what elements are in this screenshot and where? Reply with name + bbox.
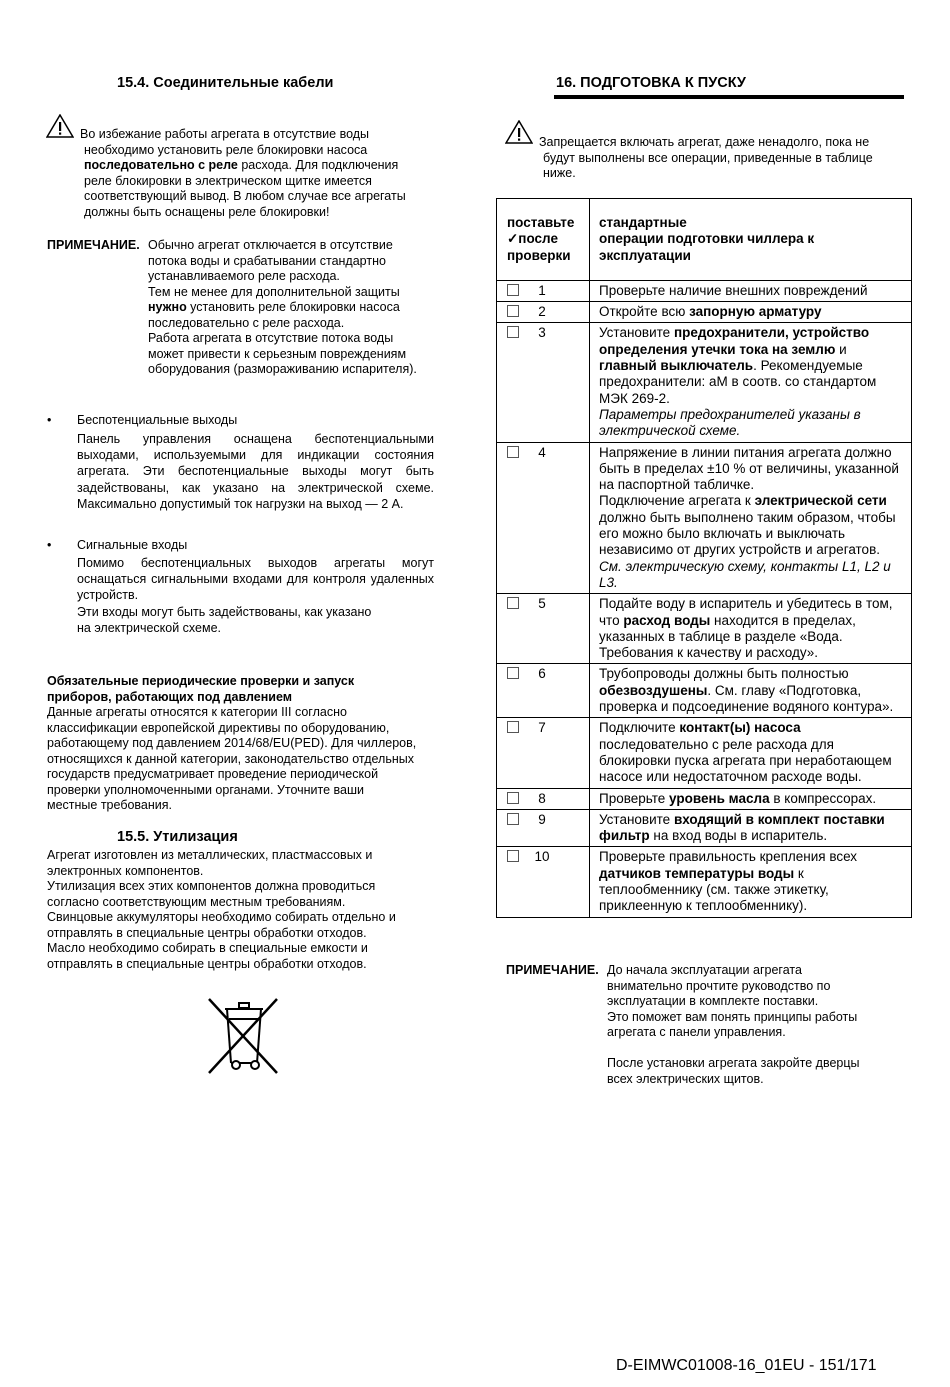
checkbox-icon[interactable] bbox=[507, 305, 519, 317]
pressure-title: Обязательные периодические проверки и запуск приборов, работающих под давлением bbox=[47, 674, 355, 704]
check-cell bbox=[497, 847, 590, 917]
startup-checklist-table bbox=[496, 198, 912, 918]
header-check-column: поставьте ✓после проверки bbox=[497, 199, 590, 281]
operation-text: Трубопроводы должны быть полностью обезвоздушены. См. главу «Подготовка, проверка и подсоединение водяного контура». bbox=[590, 664, 912, 718]
table-row bbox=[497, 594, 912, 664]
operation-text: Проверьте правильность крепления всех датчиков температуры воды к теплообменнику (см. также этикетку, приклеенную к теплообменнику). bbox=[590, 847, 912, 917]
check-cell bbox=[497, 788, 590, 809]
operation-text: Проверьте уровень масла в компрессорах. bbox=[590, 788, 912, 809]
row-number: 9 bbox=[538, 811, 546, 827]
disposal-text: Агрегат изготовлен из металлических, пластмассовых и электронных компонентов. Утилизация всех этих компонентов должна проводиться согласно соответствующим местным требованиям. Свинцовые аккумуляторы необходимо собирать отдельно и отправлять в специальные центры обработки отходов. Масло необходимо собирать в специальные емкости и отправлять в специальные центры обработки отходов. bbox=[47, 848, 396, 971]
bullet-title: Сигнальные входы bbox=[77, 538, 188, 552]
table-row bbox=[497, 323, 912, 442]
bullet-text: Панель управления оснащена беспотенциальными выходами, используемыми для индикации состояния агрегата. Эти беспотенциальные выходы могут быть задействованы, как указано на электрической схеме. Максимально допустимый ток нагрузки на выход — 2 А. bbox=[77, 432, 434, 511]
check-cell bbox=[497, 280, 590, 301]
row-number: 7 bbox=[538, 720, 546, 736]
row-number: 1 bbox=[538, 282, 546, 298]
bullet-text: Эти входы могут быть задействованы, как указано на электрической схеме. bbox=[77, 605, 372, 636]
bullet-icon: • bbox=[47, 413, 52, 427]
operation-text: Проверьте наличие внешних повреждений bbox=[590, 280, 912, 301]
title-underline bbox=[554, 95, 904, 99]
pressure-text: Данные агрегаты относятся к категории III согласно классификации европейской директивы по оборудованию, работающему под давлением 2014/68/EU(PED). Для чиллеров, относящихся к данной категории, законодательство отдельных государств предусматривает проведение периодической проверки уполномоченными органами. Уточните ваши местные требования. bbox=[47, 705, 417, 812]
header-operations-column: стандартные операции подготовки чиллера к эксплуатации bbox=[590, 199, 912, 281]
table-row bbox=[497, 809, 912, 847]
operation-text: Установите входящий в комплект поставки фильтр на вход воды в испаритель. bbox=[590, 809, 912, 847]
table-header-row bbox=[497, 199, 912, 281]
check-cell bbox=[497, 809, 590, 847]
warning-icon bbox=[505, 120, 533, 144]
warning-cables: Во избежание работы агрегата в отсутствие воды необходимо установить реле блокировки насоса последовательно с реле расхода. Для подключения реле блокировки в электрическом щитке имеется соответствующий вывод. В любом случае все агрегаты должны быть оснащены реле блокировки! bbox=[80, 127, 406, 219]
check-cell bbox=[497, 442, 590, 594]
row-number: 5 bbox=[538, 596, 546, 612]
checkbox-icon[interactable] bbox=[507, 326, 519, 338]
table-row bbox=[497, 788, 912, 809]
row-number: 8 bbox=[538, 790, 546, 806]
bullet-title: Беспотенциальные выходы bbox=[77, 413, 238, 427]
operation-text: Подайте воду в испаритель и убедитесь в том, что расход воды находится в пределах, указанных в таблице в разделе «Вода. Требования к качеству и расходу». bbox=[590, 594, 912, 664]
section-15-4-title: 15.4. Соединительные кабели bbox=[117, 75, 334, 91]
warning-icon bbox=[46, 114, 74, 138]
check-cell bbox=[497, 594, 590, 664]
checkbox-icon[interactable] bbox=[507, 721, 519, 733]
bullet-text: Помимо беспотенциальных выходов агрегаты могут оснащаться сигнальными входами для контроля удаленных устройств. bbox=[77, 556, 434, 603]
section-15-5-title: 15.5. Утилизация bbox=[117, 829, 238, 845]
table-row bbox=[497, 280, 912, 301]
checkbox-icon[interactable] bbox=[507, 850, 519, 862]
table-row bbox=[497, 302, 912, 323]
row-number: 4 bbox=[538, 444, 546, 460]
warning-startup: Запрещается включать агрегат, даже ненадолго, пока не будут выполнены все операции, приведенные в таблице ниже. bbox=[539, 135, 873, 180]
operation-text: Откройте всю запорную арматуру bbox=[590, 302, 912, 323]
table-row bbox=[497, 718, 912, 788]
check-cell bbox=[497, 664, 590, 718]
check-cell bbox=[497, 323, 590, 442]
table-row bbox=[497, 442, 912, 594]
checkbox-icon[interactable] bbox=[507, 597, 519, 609]
row-number: 3 bbox=[538, 325, 546, 341]
note-label: ПРИМЕЧАНИЕ. bbox=[506, 963, 599, 977]
checkbox-icon[interactable] bbox=[507, 667, 519, 679]
bullet-icon: • bbox=[47, 538, 52, 552]
weee-crossed-bin-icon bbox=[205, 995, 283, 1077]
table-row bbox=[497, 847, 912, 917]
note-label: ПРИМЕЧАНИЕ. bbox=[47, 238, 140, 252]
note-text: Обычно агрегат отключается в отсутствие потока воды и срабатывании стандартно устанавливаемого реле расхода. Тем не менее для дополнительной защиты нужно установить реле блокировки насоса последовательно с реле расхода. Работа агрегата в отсутствие потока воды может привести к серьезным повреждениям оборудования (размораживанию испарителя). bbox=[148, 238, 417, 376]
row-number: 6 bbox=[538, 666, 546, 682]
check-cell bbox=[497, 718, 590, 788]
table-row bbox=[497, 664, 912, 718]
page-footer: D-EIMWC01008-16_01EU - 151/171 bbox=[616, 1357, 877, 1374]
checkbox-icon[interactable] bbox=[507, 813, 519, 825]
operation-text: Напряжение в линии питания агрегата должно быть в пределах ±10 % от величины, указанной на паспортной табличке. Подключение агрегата к электрической сети должно быть выполнено таким образом, чтобы его можно было включать и выключать независимо от других устройств и агрегатов. См. электрическую схему, контакты L1, L2 и L3. bbox=[590, 442, 912, 594]
section-16-title: 16. ПОДГОТОВКА К ПУСКУ bbox=[556, 75, 746, 91]
note-text: До начала эксплуатации агрегата внимательно прочтите руководство по эксплуатации в комплекте поставки. Это поможет вам понять принципы работы агрегата с панели управления. После установки агрегата закройте дверцы всех электрических щитов. bbox=[607, 963, 860, 1086]
operation-text: Подключите контакт(ы) насоса последовательно с реле расхода для блокировки пуска агрегата при неработающем насосе или недостаточном расходе воды. bbox=[590, 718, 912, 788]
checkbox-icon[interactable] bbox=[507, 284, 519, 296]
checkbox-icon[interactable] bbox=[507, 446, 519, 458]
check-cell bbox=[497, 302, 590, 323]
operation-text: Установите предохранители, устройство определения утечки тока на землю и главный выключатель. Рекомендуемые предохранители: aM в соотв. со стандартом МЭК 269-2. Параметры предохранителей указаны в электрической схеме. bbox=[590, 323, 912, 442]
row-number: 2 bbox=[538, 304, 546, 320]
row-number: 10 bbox=[534, 849, 550, 865]
checkbox-icon[interactable] bbox=[507, 792, 519, 804]
